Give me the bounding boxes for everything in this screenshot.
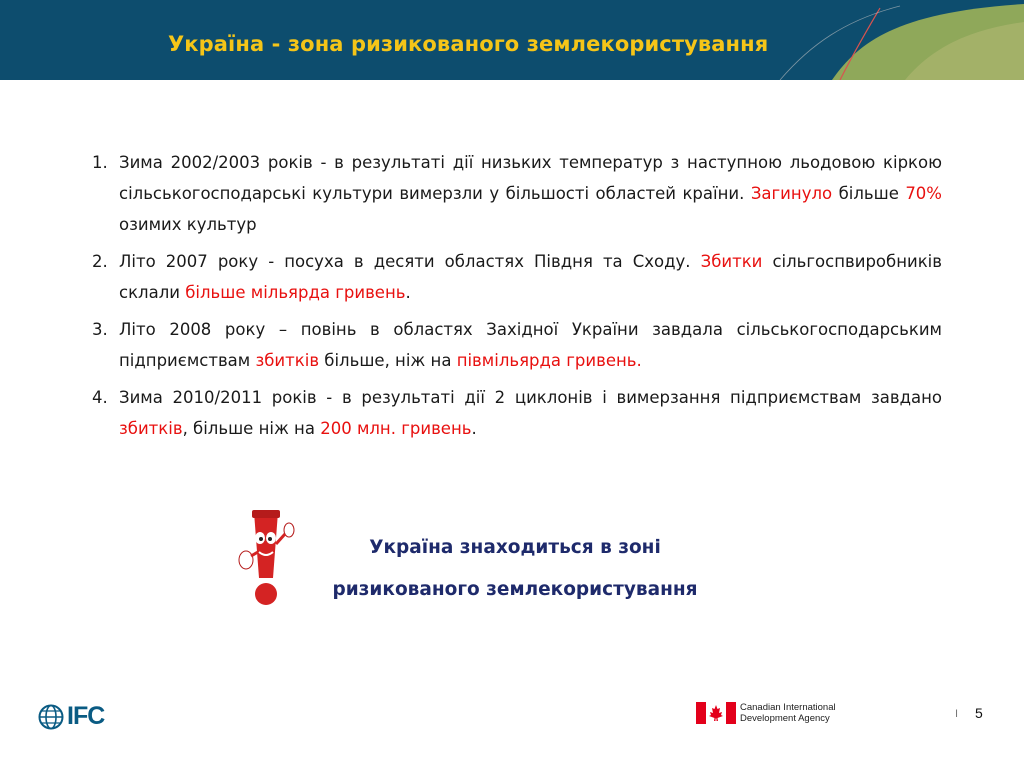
highlighted-text: 70% <box>905 184 942 203</box>
text-segment: сільгоспвиробників склали <box>119 252 942 302</box>
numbered-list <box>92 147 942 450</box>
exclamation-mark-mascot-icon <box>236 508 296 612</box>
ifc-globe-icon <box>38 704 64 730</box>
list-item-text <box>119 314 942 376</box>
slide-title: Україна - зона ризикованого землекористування <box>168 32 769 56</box>
list-item-text <box>119 246 942 308</box>
list-item-number: 4. <box>92 388 108 407</box>
header-banner <box>0 0 1024 80</box>
list-item-text <box>119 147 942 240</box>
list-item <box>92 314 942 376</box>
text-segment: Літо 2008 року – повінь в областях Західної України завдала сільськогосподарським підприємствам <box>119 320 942 370</box>
text-segment: . <box>471 419 477 438</box>
conclusion-line-2: ризикованого землекористування <box>332 579 698 600</box>
text-segment: більше <box>832 184 906 203</box>
cida-line-2: Development Agency <box>740 713 830 724</box>
highlighted-text: Збитки <box>700 252 763 271</box>
list-item-number: 2. <box>92 252 108 271</box>
text-segment: Літо 2007 року - посуха в десяти областях Півдня та Сходу. <box>119 252 701 271</box>
ifc-logo <box>38 702 104 731</box>
highlighted-text: 200 млн. гривень <box>320 419 472 438</box>
text-segment: Зима 2002/2003 років - в результаті дії низьких температур з наступною льодовою кіркою сільськогосподарські культури вимерзли у більшості областей країни. <box>119 153 942 203</box>
text-segment: озимих культур <box>119 215 257 234</box>
highlighted-text: півмільярда гривень. <box>456 351 642 370</box>
text-segment: . <box>405 283 411 302</box>
highlighted-text: збитків <box>119 419 183 438</box>
cida-line-1: Canadian International <box>740 702 836 713</box>
text-segment: , більше ніж на <box>182 419 321 438</box>
highlighted-text: збитків <box>255 351 320 370</box>
page-separator: I <box>955 708 959 720</box>
highlighted-text: більше мільярда гривень <box>185 283 406 302</box>
list-item-number: 3. <box>92 320 108 339</box>
list-item <box>92 246 942 308</box>
list-item-number: 1. <box>92 153 108 172</box>
text-segment: Зима 2010/2011 років - в результаті дії 2 циклонів і вимерзання підприємствам завдано <box>119 388 942 407</box>
cida-logo <box>696 702 836 724</box>
highlighted-text: Загинуло <box>750 184 833 203</box>
list-item <box>92 382 942 444</box>
page-number: 5 <box>975 705 983 721</box>
list-item <box>92 147 942 240</box>
list-item-text <box>119 382 942 444</box>
canada-flag-icon <box>696 702 736 724</box>
cida-text <box>740 702 836 724</box>
conclusion-text <box>290 527 740 611</box>
ifc-logo-text: IFC <box>67 702 105 730</box>
text-segment: більше, ніж на <box>319 351 457 370</box>
conclusion-line-1: Україна знаходиться в зоні <box>369 537 661 558</box>
